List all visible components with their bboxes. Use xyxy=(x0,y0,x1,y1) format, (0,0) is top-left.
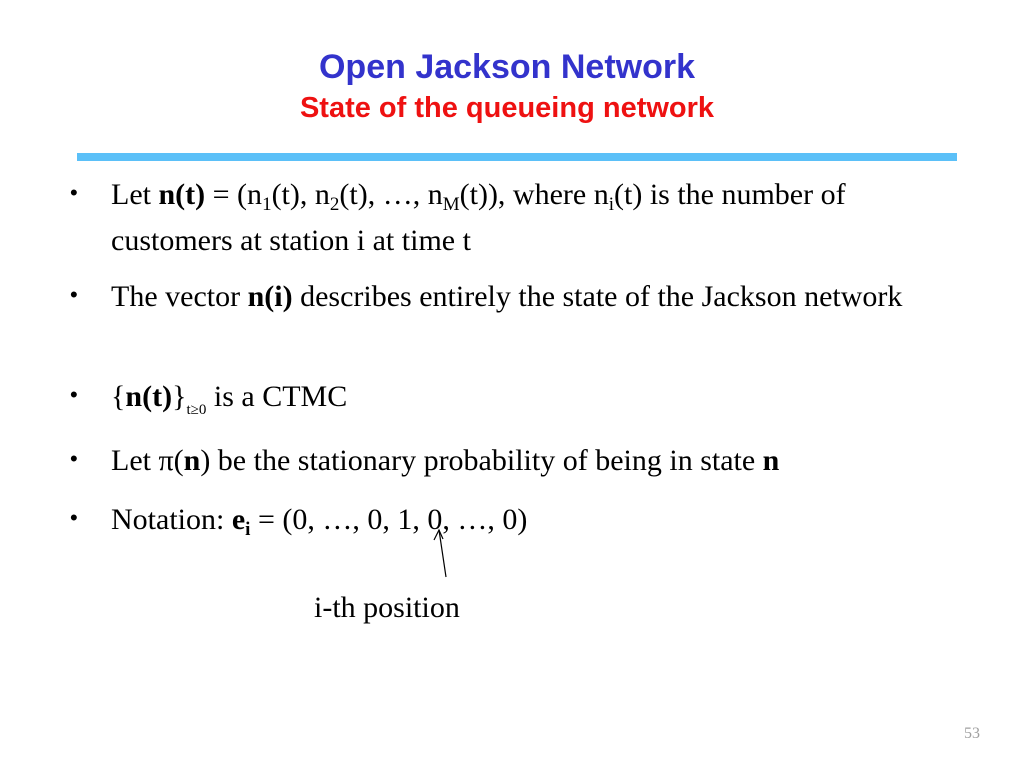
bullet-dot-icon: • xyxy=(70,505,78,530)
bullet-text: Let $n(t) = (n_1(t)$, $n_2(t)$, …, $n_M(t)$), where $n_i(t)$ is the number of customers at station i at time t xyxy=(111,178,846,257)
annotation-label: i-th position xyxy=(314,591,460,624)
page-subtitle: State of the queueing network xyxy=(299,92,715,124)
bullet-text: Notation: $e_i = (0$, …, 0, 1, 0, …, 0) xyxy=(111,503,528,540)
page-number: 53 xyxy=(964,725,980,742)
bullet-dot-icon: • xyxy=(70,180,78,205)
bullet-dot-icon: • xyxy=(70,382,78,407)
bullet-dot-icon: • xyxy=(70,282,78,307)
bullet-text: The vector n(i) describes entirely the state of the Jackson network xyxy=(111,280,903,313)
bullet-dot-icon: • xyxy=(70,446,78,471)
bullet-text: Let π(n) be the stationary probability of being in state n xyxy=(111,444,780,477)
bullet-text: $\{n(t)\}_{t\ge 0}$ is a CTMC xyxy=(111,380,348,418)
page-title: Open Jackson Network xyxy=(318,48,695,86)
